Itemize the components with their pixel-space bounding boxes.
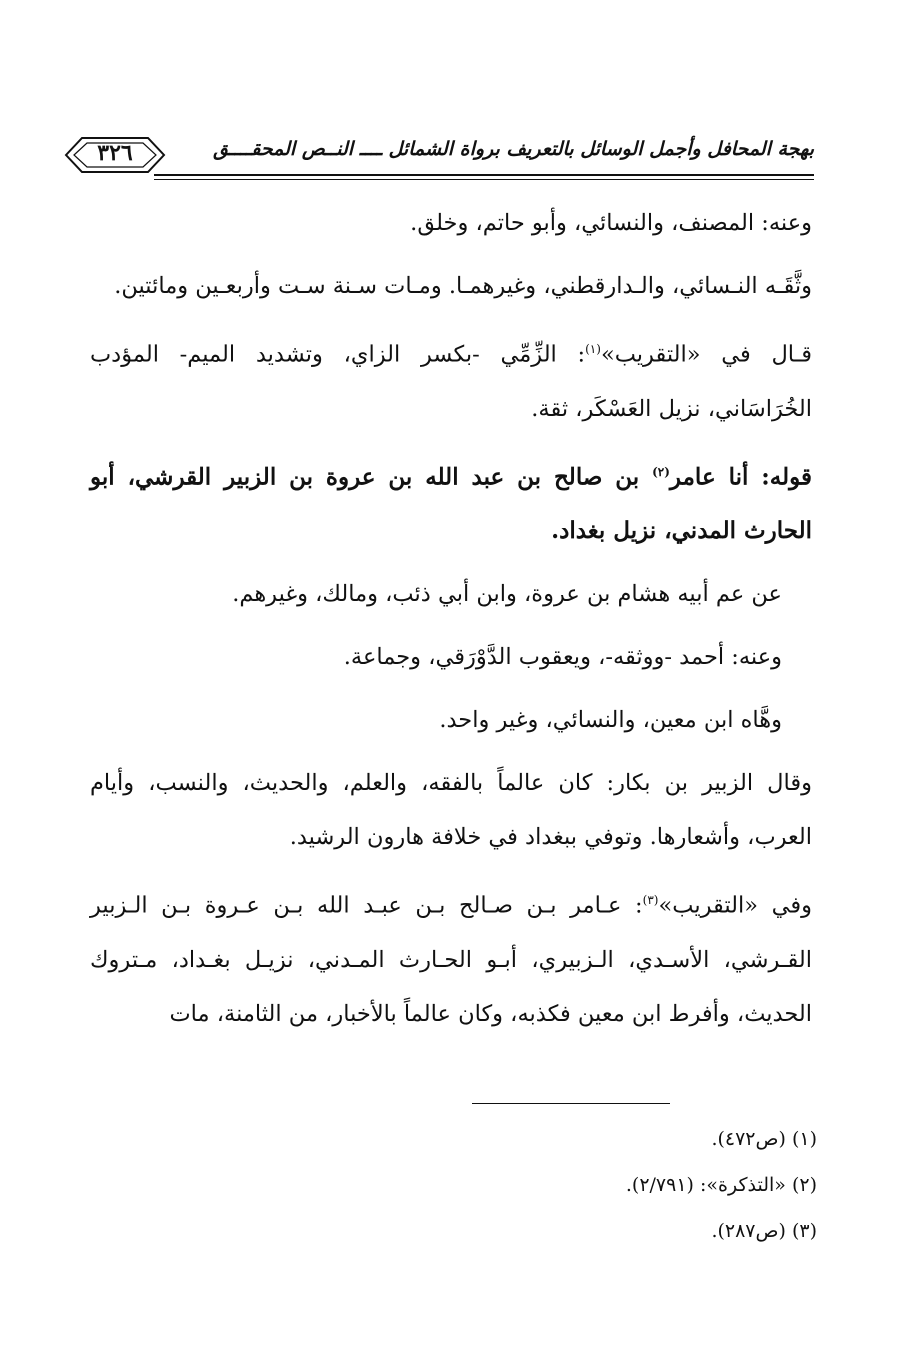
footnote-ref-1: (١) — [585, 342, 601, 356]
main-text — [90, 196, 812, 1050]
footnote-3: (٣) (ص٢٨٧). — [711, 1220, 817, 1242]
footnotes — [317, 1116, 817, 1254]
paragraph-students: وعنه: أحمد -ووثقه-، ويعقوب الدَّوْرَقي، وجماعة. — [343, 644, 782, 671]
paragraph-teachers: عن عم أبيه هشام بن عروة، وابن أبي ذئب، ومالك، وغيرهم. — [232, 581, 782, 608]
footnote-ref-2: (٢) — [652, 464, 670, 479]
paragraph-text: قـال في «التقريب» — [600, 341, 812, 368]
running-header — [62, 130, 814, 182]
paragraph-narrators: وعنه: المصنف، والنسائي، وأبو حاتم، وخلق. — [410, 210, 812, 236]
paragraph-text: : عـامر بـن صـالح بـن عبـد الله بـن عـروة بـن الـزبير القـرشي، الأسـدي، الـزبيري، أبـو الحـارث المـدني، نزيـل بغـداد، مـتروك الحديث، وأفرط ابن معين فكذبه، وكان عالماً بالأخبار، من الثامنة، مات — [90, 892, 812, 1027]
paragraph-taqrib-3 — [90, 873, 812, 1041]
paragraph-text: قوله: أنا عامر — [669, 463, 812, 491]
footnote-2: (٢) «التذكرة»: (٢/٧٩١). — [625, 1174, 817, 1196]
page-number-frame — [62, 132, 168, 178]
paragraph-weakened: وهَّاه ابن معين، والنسائي، وغير واحد. — [439, 707, 782, 734]
header-rule-thin — [154, 179, 814, 180]
header-title: بهجة المحافل وأجمل الوسائل بالتعريف برواة الشمائل ــــ النــص المحقــــق — [213, 138, 814, 160]
footnote-1: (١) (ص٤٧٢). — [711, 1128, 817, 1150]
header-rule — [154, 174, 814, 176]
page-number: ٣٢٦ — [97, 140, 133, 166]
paragraph-zubayr: وقال الزبير بن بكار: كان عالماً بالفقه، والعلم، والحديث، والنسب، وأيام العرب، وأشعارها. وتوفي ببغداد في خلافة هارون الرشيد. — [90, 770, 812, 851]
footnote-separator — [472, 1103, 670, 1104]
paragraph-taqrib-1 — [90, 322, 812, 436]
paragraph-heading-amir — [90, 445, 812, 559]
paragraph-text: : الزِّمِّي -بكسر الزاي، وتشديد الميم- المؤدب الخُرَاسَاني، نزيل العَسْكَر، ثقة. — [90, 341, 812, 422]
paragraph-text: وفي «التقريب» — [658, 892, 813, 919]
paragraph-death: وثَّقَـه النـسائي، والـدارقطني، وغيرهمـا. ومـات سـنة سـت وأربعـين ومائتين. — [114, 273, 812, 299]
paragraph-text: بن صالح بن عبد الله بن عروة بن الزبير القرشي، أبو الحارث المدني، نزيل بغداد. — [90, 463, 812, 545]
footnote-ref-3: (٣) — [642, 893, 659, 908]
